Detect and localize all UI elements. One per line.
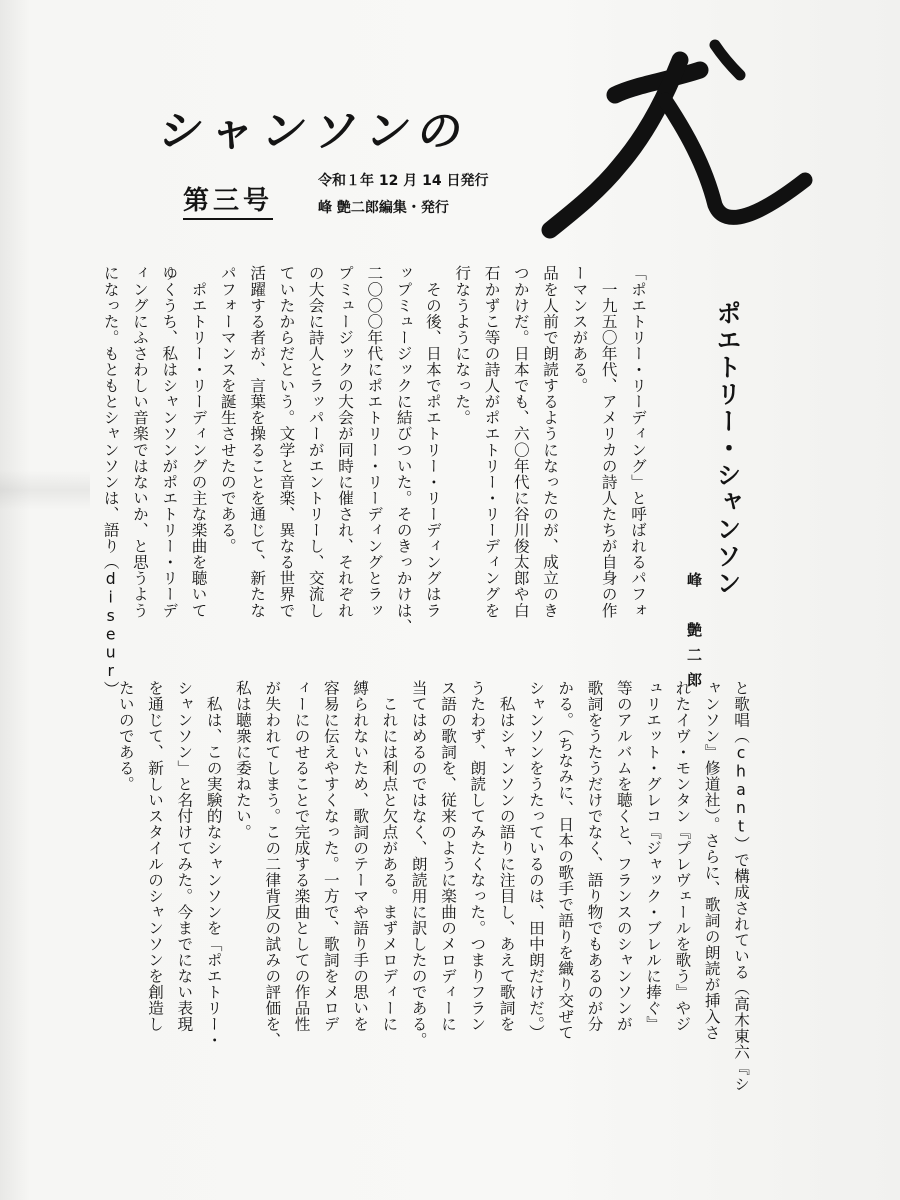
series-title: シャンソンの [154,106,475,157]
body-line: 「ポエトリー・リーディング」と呼ばれるパフォ [629,265,647,619]
publish-date: 令和１年 12 月 14 日発行 [318,173,489,189]
editor-credit: 峰 艶二郎編集・発行 [318,200,449,216]
body-paragraphs: ーマンスがある。 品を人前で朗読するようになったのが、成立のき つかけだ。日本でも、六〇年代に谷川俊太郎や白 石かずこ等の詩人がポエトリー・リーディングを 行なうようになった。 その後、日本でポエトリー・リーディングはラ ップミュージックに結びついた。そのきっかけは、 二〇〇〇年代にポエトリー・リーディングとラッ プミュージックの大会が同時に催され、それぞれ の大会に詩人とラッパーがエントリーし、交流し ていたからだという。文学と音楽、異なる世界で 活躍する者が、言葉を操ることを通じて、新たな パフォーマンスを誕生させたのである。 ポエトリー・リーディングの主な楽曲を聴いて ゆくうち、私はシャンソンがポエトリー・リーデ ィングにふさわしい音楽ではないか、と思うよう になった。もともとシャンソンは、語り（diseur） [101,265,589,697]
paper-fold-shadow [0,470,90,510]
article-body-lower: と歌唱（chant）で構成されている（高木東六『シ ャンソン』修道社）。さらに、歌詞の朗読が挿入さ れたイヴ・モンタン『プレヴェールを歌う』やジ ュリエット・グレコ『ジャック・ブレルに捧ぐ』 等のアルバムを聴くと、フランスのシャンソンが 歌詞をうたうだけでなく、語り物でもあるのが分 かる。（ちなみに、日本の歌手で語りを織り交ぜて シャンソンをうたっているのは、田中朗だけだ。） 私はシャンソンの語りに注目し、あえて歌詞を うたわず、朗読してみたくなった。つまりフラン ス語の歌詞を、従来のように楽曲のメロディーに 当てはめるのではなく、朗読用に訳したのである。 これには利点と欠点がある。まずメロディーに 縛られないため、歌詞のテーマや語り手の思いを 容易に伝えやすくなった。一方で、歌詞をメロデ ィーにのせることで完成する楽曲としての作品性 が失われてしまう。この二律背反の試みの評価を、 私は聴衆に委ねたい。 私は、この実験的なシャンソンを「ポエトリー・ シャンソン」と名付けてみた。今までにない表現 を通じて、新しいスタイルのシャンソンを創造し たいのである。 [116,680,750,1092]
issue-number: 第三号 [183,180,273,220]
brush-calligraphy-dog [520,30,820,260]
article-title: ポエトリー・シャンソン [713,300,742,597]
body-line: 一九五〇年代、アメリカの詩人たちが自身の作 [599,265,618,619]
article-body-upper [95,265,652,695]
article-author: 峰 艶二郎 [685,572,703,697]
